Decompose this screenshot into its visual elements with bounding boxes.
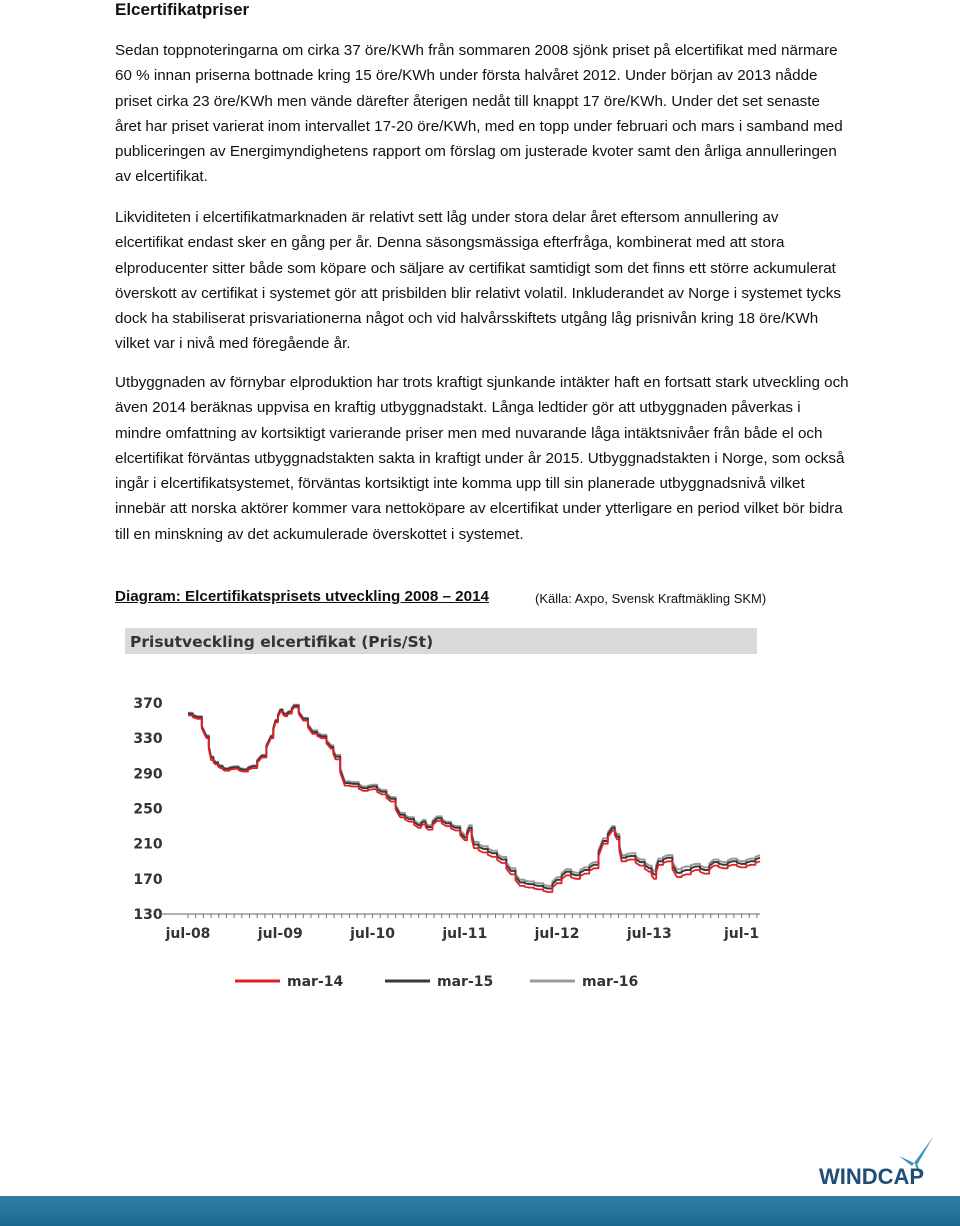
paragraph-expansion: Utbyggnaden av förnybar elproduktion har trots kraftigt sjunkande intäkter haft en fortsatt stark utveckling och även 2014 beräknas uppvisa en kraftig utbyggnadstakt. Långa ledtider gör att utbyggnaden påverkas i mindre omfattning av kortsiktigt varierande priser men med nuvarande låga intäktsnivåer från både el och elcertifikat förväntas utbyggnadstakten sakta in kraftigt under år 2015. Utbyggnadstakten i Norge, som också ingår i elcertifikatsystemet, förväntas kortsiktigt inte komma upp till sin planerade utbyggnadsnivå vilket innebär att norska aktörer kommer vara nettoköpare av elcertifikat under ytterligare en period vilket bör bidra till en minskning av det ackumulerade överskottet i systemet. (115, 374, 849, 543)
windcap-logo (815, 1130, 945, 1190)
logo-text: WINDCAP (819, 1164, 925, 1189)
footer-bar (0, 1196, 960, 1226)
paragraph-price-history: Sedan toppnoteringarna om cirka 37 öre/KWh från sommaren 2008 sjönk priset på elcertifikat med närmare 60 % innan priserna bottnade kring 15 öre/KWh under första halvåret 2012. Under början av 2013 nådde priset cirka 23 öre/KWh men vände därefter återigen nedåt till knappt 17 öre/KWh. Under det set senaste året har priset varierat inom intervallet 17-20 öre/KWh, med en topp under februari och mars i samband med publiceringen av Energimyndighetens rapport om förslag om justerade kvoter samt den årliga annulleringen av elcertifikat. (115, 42, 843, 186)
diagram-caption: Diagram: Elcertifikatsprisets utveckling 2008 – 2014 (115, 588, 489, 605)
y-tick-label: 210 (133, 836, 163, 853)
x-tick-label: jul-09 (257, 926, 303, 942)
price-chart (120, 625, 765, 1005)
y-tick-label: 330 (133, 731, 163, 748)
x-tick-label: jul-11 (442, 926, 488, 942)
y-tick-label: 370 (133, 696, 163, 712)
x-tick-label: jul-10 (350, 926, 395, 942)
chart-title: Prisutveckling elcertifikat (Pris/St) (130, 633, 434, 651)
price-chart-svg (120, 625, 765, 1005)
section-heading: Elcertifikatpriser (115, 0, 250, 19)
x-axis-ticks (188, 914, 757, 918)
y-axis-labels (133, 696, 162, 923)
x-tick-label: jul-08 (165, 926, 211, 942)
y-tick-label: 130 (133, 907, 163, 923)
source-note: (Källa: Axpo, Svensk Kraftmäkling SKM) (535, 591, 767, 606)
x-tick-label: jul-1 (723, 926, 760, 942)
paragraph-liquidity: Likviditeten i elcertifikatmarknaden är relativt sett låg under stora delar året eftersom annullering av elcertifikat endast sker en gång per år. Denna säsongsmässiga efterfråga, kombinerat med att stora elproducenter sitter både som köpare och säljare av certifikat samtidigt som det finns ett större ackumulerat överskott av certifikat i systemet gör att prisbilden blir relativt volatil. Inkluderandet av Norge i systemet tycks dock ha stabiliserat prisvariationerna något och vid halvårsskiftets utgång låg prisnivån kring 18 öre/KWh vilket var i nivå med föregående år. (115, 209, 841, 353)
x-tick-label: jul-13 (626, 926, 672, 942)
y-tick-label: 170 (133, 871, 163, 888)
x-tick-label: jul-12 (534, 926, 580, 942)
chart-legend (235, 974, 638, 990)
y-tick-label: 290 (133, 766, 163, 783)
x-axis-labels (165, 926, 760, 942)
series-lines (188, 705, 760, 892)
y-tick-label: 250 (133, 801, 163, 818)
legend-label-mar-15: mar-15 (437, 974, 494, 990)
legend-label-mar-14: mar-14 (287, 974, 344, 990)
wind-turbine-icon (815, 1130, 945, 1190)
legend-label-mar-16: mar-16 (582, 974, 639, 990)
